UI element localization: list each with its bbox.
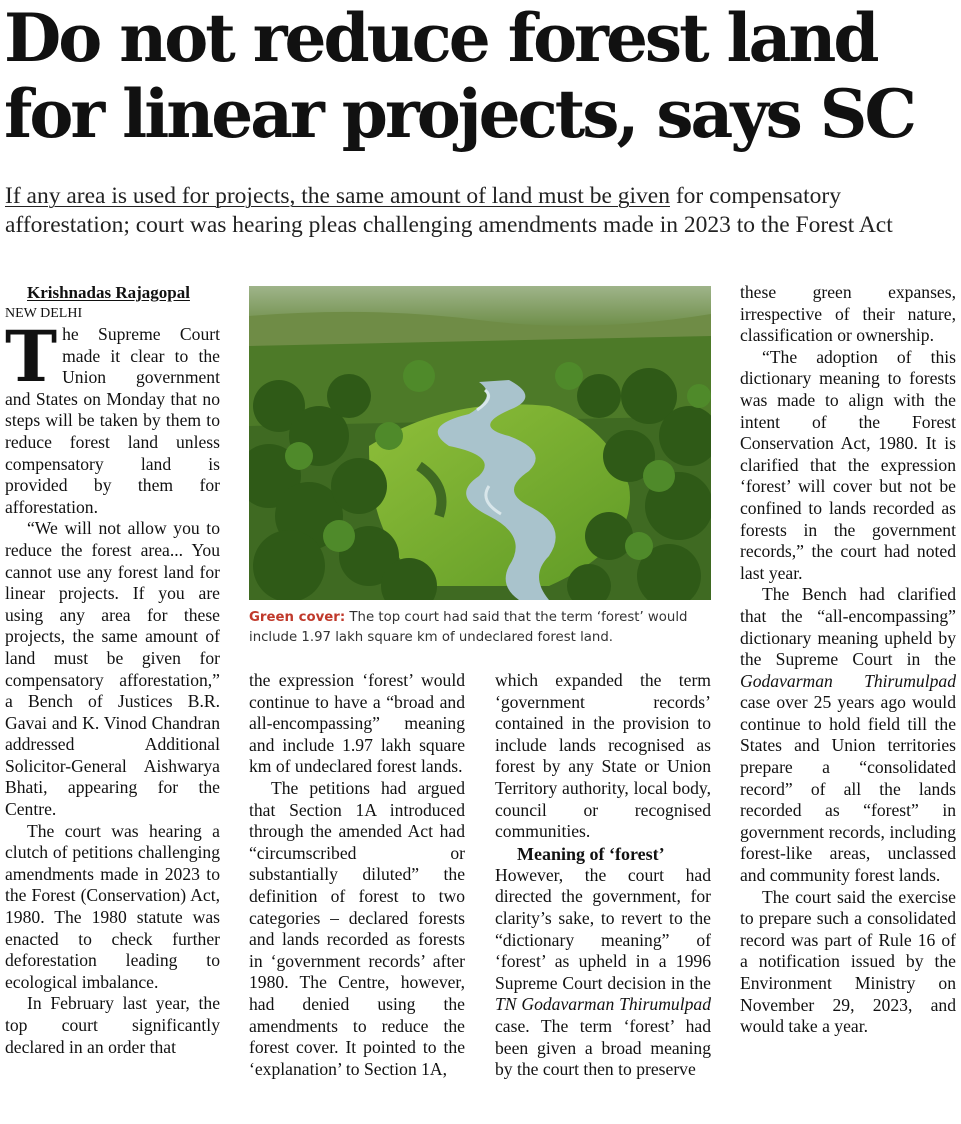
text-run: case. The term ‘forest’ had been given a broad meaning by the court then to preserve [495, 1015, 711, 1080]
column-1 [5, 282, 220, 1058]
case-name: Godavarman Thirumulpad [740, 670, 956, 691]
paragraph: the expression ‘forest’ would continue to have a “broad and all-encompassing” meaning and include 1.97 lakh square km of undeclared forest lands. [249, 670, 465, 777]
paragraph: which expanded the term ‘government records’ contained in the provision to include lands recognised as forest by any State or Union Territory authority, local body, council or recognised communities. [495, 670, 711, 842]
paragraph: “The adoption of this dictionary meaning to forests was made to align with the intent of the Forest Conservation Act, 1980. It is clarified that the expression ‘forest’ will cover but not be confined to lands recorded as forests in the government records,” the court had noted last year. [740, 346, 956, 583]
subhead: Meaning of ‘forest’ [517, 843, 665, 864]
dateline: NEW DELHI [5, 306, 83, 321]
paragraph: these green expanses, irrespective of their nature, classification or ownership. [740, 282, 956, 346]
forest-river-image [249, 286, 711, 600]
case-name: TN Godavarman Thirumulpad [495, 994, 711, 1015]
paragraph: The court said the exercise to prepare such a consolidated record was part of Rule 16 of a notification issued by the Environment Ministry on November 29, 2023, and would take a year. [740, 886, 956, 1037]
paragraph: In February last year, the top court significantly declared in an order that [5, 993, 220, 1057]
text-run: However, the court had directed the government, for clarity’s sake, to revert to the “dictionary meaning” of ‘forest’ as upheld in a 1996 Supreme Court decision in the [495, 864, 711, 993]
column-3 [495, 670, 711, 1081]
forest-photo [249, 286, 711, 600]
text-run: case over 25 years ago would continue to hold field till the States and Union territories prepare a “consolidated record” of all the lands recorded as “forest” in government records, including forest-like areas, unclassed and community forest lands. [740, 692, 956, 886]
dropcap: T [5, 315, 58, 398]
deck-underlined: If any area is used for projects, the same amount of land must be given [5, 183, 670, 209]
paragraph: “We will not allow you to reduce the forest area... You cannot use any forest land for linear projects. If you are using any area for these projects, the same amount of land must be given for compensatory afforestation,” a Bench of Justices B.R. Gavai and K. Vinod Chandran addressed Additional Solicitor-General Aishwarya Bhati, appearing for the Centre. [5, 518, 220, 820]
lead-paragraph [5, 315, 220, 518]
lead-text: he Supreme Court made it clear to the Union government and States on Monday that no steps will be taken by them to reduce forest land unless compensatory land is provided by them for afforestation. [5, 324, 220, 517]
photo-caption [249, 608, 711, 648]
paragraph [495, 865, 711, 1081]
deck-rest: for compensatory afforestation; court was hearing pleas challenging amendments made in 2023 to the Forest Act [5, 183, 893, 238]
caption-label: Green cover: [249, 610, 346, 625]
caption-text: The top court had said that the term ‘forest’ would include 1.97 lakh square km of undeclared forest land. [249, 610, 688, 645]
column-2 [249, 670, 465, 1080]
column-4 [740, 282, 956, 1038]
paragraph [740, 584, 956, 886]
headline: Do not reduce forest land for linear projects, says SC [4, 0, 914, 153]
byline[interactable]: Krishnadas Rajagopal [27, 283, 190, 302]
paragraph: The court was hearing a clutch of petitions challenging amendments made in 2023 to the Forest (Conservation) Act, 1980. The 1980 statute was enacted to check further deforestation leading to ecological imbalance. [5, 820, 220, 992]
paragraph: The petitions had argued that Section 1A introduced through the amended Act had “circumscribed or substantially diluted” the definition of forest to two categories – declared forests and lands recorded as forests in ‘government records’ after 1980. The Centre, however, had denied using the amendments to reduce the forest cover. It pointed to the ‘explanation’ to Section 1A, [249, 777, 465, 1079]
text-run: The Bench had clarified that the “all-encompassing” dictionary meaning upheld by the Supreme Court in the [740, 584, 956, 670]
deck [5, 182, 955, 240]
